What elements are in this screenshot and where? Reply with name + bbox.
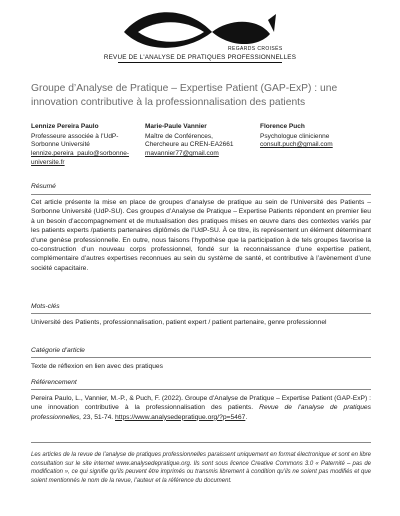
- author-affiliation: Maître de Conférences, Chercheure au CREN-EA2661: [145, 132, 234, 149]
- section-divider: [31, 357, 371, 358]
- header-divider: [118, 62, 282, 63]
- reference-main: Pereira Paulo, L., Vannier, M.-P., & Puch, F. (2022). Groupe d’Analyse de Pratique – Expertise Patient (GAP-ExP) : une innovation contributive à la professionnalisation des patients.: [31, 395, 371, 412]
- category-text: Texte de réflexion en lien avec des pratiques: [31, 363, 163, 370]
- reference-text: [31, 394, 371, 422]
- footer-divider: [31, 442, 371, 443]
- resume-label: Résumé: [31, 183, 56, 190]
- author-email-link[interactable]: mavannier77@gmail.com: [145, 150, 219, 158]
- author-email-link[interactable]: consult.puch@gmail.com: [260, 141, 333, 149]
- logo-caption: REGARDS CROISÉS: [228, 46, 283, 52]
- reference-end: .: [245, 413, 248, 421]
- author-1: [31, 123, 130, 168]
- section-divider: [31, 389, 371, 390]
- reference-journal: Revue de l’analyse de pratiques professionnelles,: [31, 404, 371, 421]
- authors-block: [31, 123, 376, 175]
- section-divider: [31, 313, 371, 314]
- author-name: Lennize Pereira Paulo: [31, 123, 99, 130]
- reference-issue: 23, 51-74.: [81, 413, 116, 421]
- author-2: [145, 123, 240, 159]
- author-name: Florence Puch: [260, 123, 305, 130]
- reference-label: Référencement: [31, 379, 77, 386]
- keywords-label: Mots-clés: [31, 303, 60, 310]
- author-affiliation: Psychologue clinicienne: [260, 132, 330, 140]
- reference-url-link[interactable]: https://www.analysedepratique.org/?p=5467: [115, 413, 246, 421]
- author-affiliation: Professeure associée à l’UdP-Sorbonne Université: [31, 132, 119, 149]
- section-divider: [31, 194, 371, 195]
- journal-title: REVUE DE L'ANALYSE DE PRATIQUES PROFESSIONNELLES: [103, 54, 297, 61]
- resume-text: Cet article présente la mise en place de groupes d’analyse de pratique au sein de l’Université des Patients – Sorbonne Université (UdP-SU). Ces groupes d’Analyse de Pratique – Expertise Patients répondent en premier lieu à un besoin d’accompagnement et de mutualisation des pratiques mises en œuvre dans des contextes variés par les patients experts /patients partenaires diplômés de l’UdP-SU. À ce titre, ils représentent un élément déterminant d’une genèse professionnelle. En outre, nous faisons l’hypothèse que la participation à de tels groupes favorise la co-construction d’un nouveau corps professionnel, fondé sur la reconnaissance d’une expertise patient, complémentaire d’autres expertises reconnues au sein du système de santé, et contributive à l’avènement d’une société capacitaire.: [31, 199, 371, 272]
- author-3: [260, 123, 370, 150]
- article-title: Groupe d’Analyse de Pratique – Expertise Patient (GAP-ExP) : une innovation contributive à la professionnalisation des patients: [31, 83, 338, 108]
- keywords-text: Université des Patients, professionnalisation, patient expert / patient partenaire, genre professionnel: [31, 319, 327, 326]
- author-name: Marie-Paule Vannier: [145, 123, 207, 130]
- license-note: Les articles de la revue de l’analyse de pratiques professionnelles paraissent uniquement en format électronique et sont en libre consultation sur le site internet www.analysedepratique.org. Ils sont sous licence Creative Commons 3.0 « Paternité – pas de modification », ce qui signifie qu’ils peuvent être imprimés ou transmis librement à condition qu’ils ne soient pas modifiés et que soient mentionnés le nom de la revue, l’auteur et la référence du document.: [31, 452, 371, 484]
- category-label: Catégorie d’article: [31, 347, 85, 354]
- author-email-link[interactable]: lennize.pereira_paulo@sorbonne-universite.fr: [31, 150, 130, 166]
